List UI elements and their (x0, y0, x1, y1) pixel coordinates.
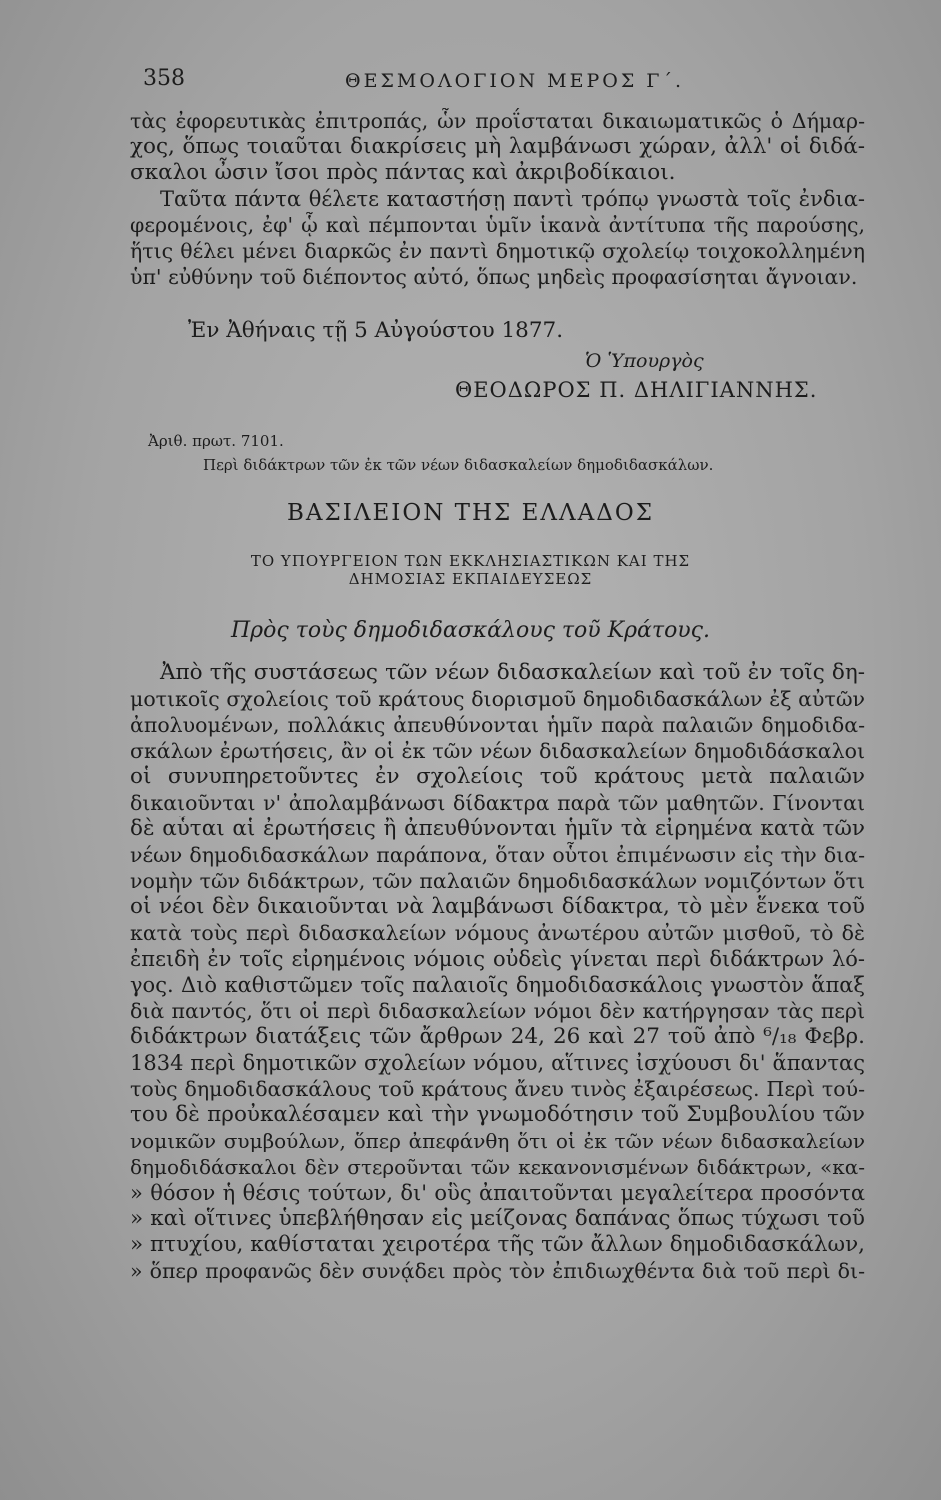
text-line: τοὺς δημοδιδασκάλους τοῦ κράτους ἄνευ τινὸς ἐξαιρέσεως. Περὶ τού- (130, 1077, 865, 1101)
text-line: νομικῶν συμβούλων, ὅπερ ἀπεφάνθη ὅτι οἱ ἐκ τῶν νέων διδασκαλείων (130, 1129, 865, 1153)
text-line: ἀπολυομένων, πολλάκις ἀπευθύνονται ἡμῖν παρὰ παλαιῶν δημοδιδα- (130, 713, 865, 737)
text-line: σκαλοι ὦσιν ἴσοι πρὸς πάντας καὶ ἀκριβοδίκαιοι. (130, 160, 676, 185)
text-line: Ταῦτα πάντα θέλετε καταστήσῃ παντὶ τρόπῳ γνωστὰ τοῖς ἐνδια- (160, 187, 865, 211)
text-line: » καὶ οἵτινες ὑπεβλήθησαν εἰς μείζονας δαπάνας ὅπως τύχωσι τοῦ (130, 1206, 865, 1231)
text-line: οἱ συνυπηρετοῦντες ἐν σχολείοις τοῦ κράτους μετὰ παλαιῶν (130, 764, 865, 789)
text-line: δικαιοῦνται ν' ἀπολαμβάνωσι δίδακτρα παρὰ τῶν μαθητῶν. Γίνονται (130, 791, 865, 815)
signature-title: Ὁ Ὑπουργὸς (585, 350, 704, 372)
signature-name: ΘΕΟΔΩΡΟΣ Π. ΔΗΛΙΓΙΑΝΝΗΣ. (455, 378, 818, 402)
paragraph-1 (130, 108, 865, 290)
text-line: ἐπειδὴ ἐν τοῖς εἰρημένοις νόμοις οὐδεὶς γίνεται περὶ διδάκτρων λό- (130, 947, 865, 971)
text-line: χος, ὅπως τοιαῦται διακρίσεις μὴ λαμβάνωσι χώραν, ἀλλ' οἱ διδά- (130, 134, 865, 159)
text-line: οἱ νέοι δὲν δικαιοῦνται νὰ λαμβάνωσι δίδακτρα, τὸ μὲν ἕνεκα τοῦ (130, 894, 865, 919)
reference-number: Ἀριθ. πρωτ. 7101. (148, 432, 284, 450)
text-line: κατὰ τοὺς περὶ διδασκαλείων νόμους ἀνωτέρου αὐτῶν μισθοῦ, τὸ δὲ (130, 921, 865, 945)
text-line: του δὲ προὐκαλέσαμεν καὶ τὴν γνωμοδότησιν τοῦ Συμβουλίου τῶν (130, 1102, 865, 1127)
text-line: » ὅπερ προφανῶς δὲν συνᾴδει πρὸς τὸν ἐπιδιωχθέντα διὰ τοῦ περὶ δι- (130, 1259, 865, 1283)
text-line: διδάκτρων διατάξεις τῶν ἄρθρων 24, 26 καὶ 27 τοῦ ἀπὸ ⁶/₁₈ Φεβρ. (130, 1024, 865, 1049)
text-line: νέων δημοδιδασκάλων παράπονα, ὅταν οὗτοι ἐπιμένωσιν εἰς τὴν δια- (130, 843, 865, 867)
text-line: σκάλων ἐρωτήσεις, ἂν οἱ ἐκ τῶν νέων διδασκαλείων δημοδιδάσκαλοι (130, 739, 865, 763)
text-line: » πτυχίου, καθίσταται χειροτέρα τῆς τῶν ἄλλων δημοδιδασκάλων, (130, 1232, 865, 1257)
ministry-heading-line-1: ΤΟ ΥΠΟΥΡΓΕΙΟΝ ΤΩΝ ΕΚΚΛΗΣΙΑΣΤΙΚΩΝ ΚΑΙ ΤΗΣ (250, 552, 691, 570)
text-line: δὲ αὗται αἱ ἐρωτήσεις ἢ ἀπευθύνονται ἡμῖν τὰ εἰρημένα κατὰ τῶν (130, 816, 865, 841)
text-line: ὑπ' εὐθύνην τοῦ διέποντος αὐτό, ὅπως μηδεὶς προφασίσηται ἄγνοιαν. (130, 265, 858, 289)
text-line: μοτικοῖς σχολείοις τοῦ κράτους διορισμοῦ δημοδιδασκάλων ἐξ αὐτῶν (130, 687, 865, 711)
text-line: νομὴν τῶν διδάκτρων, τῶν παλαιῶν δημοδιδασκάλων νομιζόντων ὅτι (130, 869, 865, 893)
running-title: ΘΕΣΜΟΛΟΓΙΟΝ ΜΕΡΟΣ Γ΄. (345, 70, 685, 92)
ministry-heading-line-2: ΔΗΜΟΣΙΑΣ ΕΚΠΑΙΔΕΥΣΕΩΣ (348, 570, 593, 588)
paragraph-2 (130, 660, 865, 1284)
page-number: 358 (143, 66, 185, 91)
text-line: τὰς ἐφορευτικὰς ἐπιτροπάς, ὧν προΐσταται δικαιωματικῶς ὁ Δήμαρ- (130, 109, 865, 133)
address-line: Πρὸς τοὺς δημοδιδασκάλους τοῦ Κράτους. (230, 618, 710, 643)
text-line: 1834 περὶ δημοτικῶν σχολείων νόμου, αἵτινες ἰσχύουσι δι' ἅπαντας (130, 1051, 865, 1075)
text-line: Ἀπὸ τῆς συστάσεως τῶν νέων διδασκαλείων καὶ τοῦ ἐν τοῖς δη- (160, 660, 865, 685)
reference-subject: Περὶ διδάκτρων τῶν ἐκ τῶν νέων διδασκαλείων δημοδιδασκάλων. (203, 456, 714, 474)
text-line: δημοδιδάσκαλοι δὲν στεροῦνται τῶν κεκανονισμένων διδάκτρων, «κα- (130, 1155, 865, 1179)
text-line: διὰ παντός, ὅτι οἱ περὶ διδασκαλείων νόμοι δὲν κατήργησαν τὰς περὶ (130, 999, 865, 1023)
text-line: » θόσον ἡ θέσις τούτων, δι' οὓς ἀπαιτοῦνται μεγαλείτερα προσόντα (130, 1181, 865, 1205)
date-line: Ἐν Ἀθήναις τῇ 5 Αὐγούστου 1877. (188, 318, 564, 343)
kingdom-heading: ΒΑΣΙΛΕΙΟΝ ΤΗΣ ΕΛΛΑΔΟΣ (287, 500, 654, 526)
text-line: γος. Διὸ καθιστῶμεν τοῖς παλαιοῖς δημοδιδασκάλοις γνωστὸν ἅπαξ (130, 973, 865, 997)
text-line: ἥτις θέλει μένει διαρκῶς ἐν παντὶ δημοτικῷ σχολείῳ τοιχοκολλημένη (130, 239, 865, 263)
text-line: φερομένοις, ἐφ' ᾧ καὶ πέμπονται ὑμῖν ἱκανὰ ἀντίτυπα τῆς παρούσης, (130, 213, 865, 237)
